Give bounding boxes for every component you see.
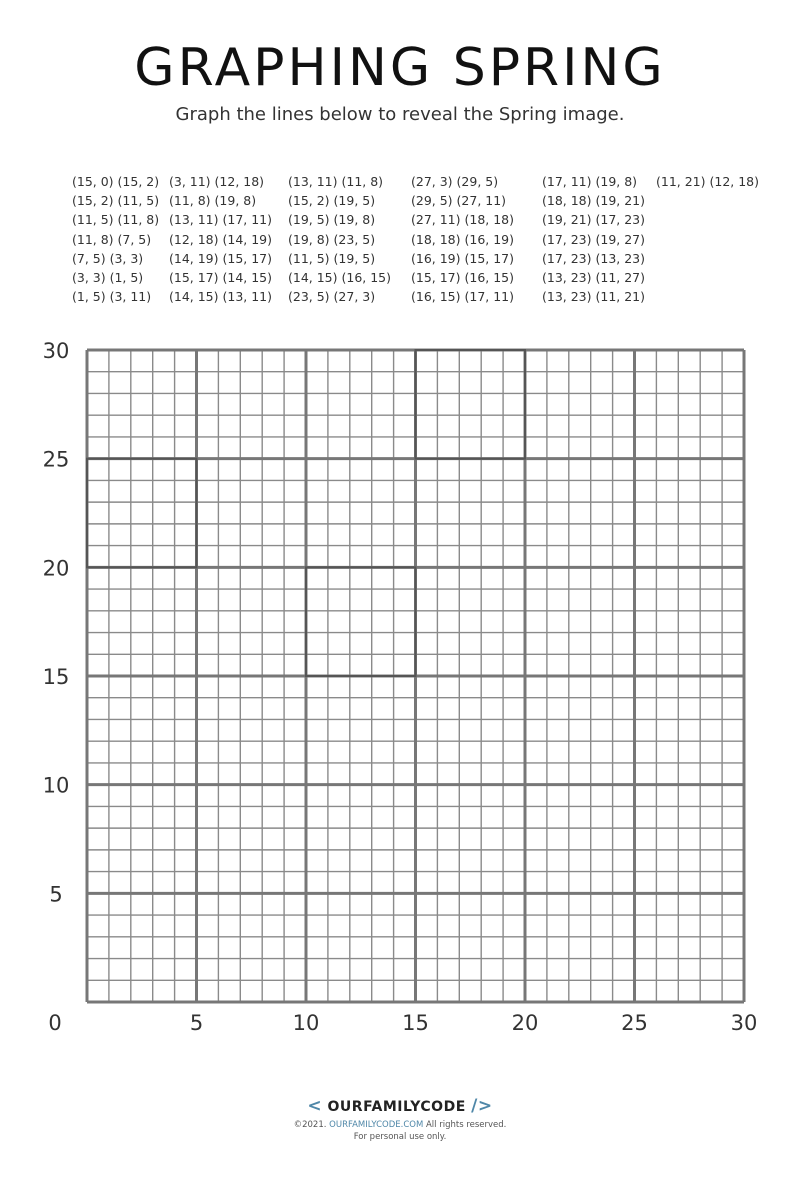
- x-tick-label: 20: [511, 1011, 539, 1035]
- coordinate-pair: (7, 5) (3, 3): [72, 250, 144, 266]
- logo-close-bracket: />: [471, 1096, 493, 1116]
- coordinate-pair: (17, 11) (19, 8): [542, 174, 638, 189]
- coordinate-pair: (19, 5) (19, 8): [288, 212, 376, 228]
- coordinate-pair: (17, 23) (19, 27): [542, 231, 645, 247]
- coordinate-column: [169, 172, 272, 306]
- coordinate-pair: (19, 21) (17, 23): [542, 212, 645, 228]
- coordinate-pair: (11, 8) (7, 5): [72, 231, 152, 247]
- coordinate-pair: (16, 15) (17, 11): [411, 289, 514, 305]
- y-tick-label: 5: [49, 882, 63, 907]
- x-tick-label: 0: [48, 1011, 62, 1035]
- coordinate-column: [411, 172, 514, 306]
- personal-use-note: For personal use only.: [353, 1132, 447, 1142]
- highlight-box: [87, 459, 197, 568]
- coordinate-pair: (14, 15) (16, 15): [288, 269, 391, 285]
- brand-logo: [0, 1096, 800, 1116]
- coordinate-pair: (13, 11) (17, 11): [169, 212, 272, 228]
- x-tick-label: 25: [621, 1011, 648, 1035]
- y-tick-label: 15: [42, 665, 70, 689]
- y-tick-label: 25: [42, 447, 70, 472]
- x-tick-label: 10: [292, 1011, 320, 1035]
- x-tick-label: 15: [402, 1011, 429, 1035]
- coordinate-pair: (3, 3) (1, 5): [72, 269, 144, 285]
- footer: [0, 1096, 800, 1142]
- coordinate-pair: (13, 23) (11, 27): [542, 269, 645, 285]
- coordinate-pair: (27, 3) (29, 5): [411, 174, 499, 189]
- copyright-line: [0, 1120, 800, 1130]
- x-tick-label: 30: [730, 1011, 758, 1035]
- logo-open-bracket: <: [307, 1096, 323, 1116]
- coordinate-grid: [0, 330, 800, 1050]
- coordinate-pair: (15, 0) (15, 2): [72, 174, 160, 189]
- coordinate-pair: (3, 11) (12, 18): [169, 174, 265, 189]
- coordinate-pair: (17, 23) (13, 23): [542, 250, 645, 266]
- x-tick-label: 5: [189, 1011, 204, 1035]
- coordinate-list: [0, 172, 800, 312]
- rights-text: All rights reserved.: [425, 1120, 507, 1130]
- coordinate-pair: (14, 15) (13, 11): [169, 289, 272, 305]
- coordinate-column: [288, 172, 391, 306]
- coordinate-pair: (11, 5) (11, 8): [72, 212, 160, 228]
- coordinate-pair: (15, 2) (19, 5): [288, 193, 376, 209]
- coordinate-pair: (18, 18) (19, 21): [542, 193, 645, 209]
- coordinate-pair: (1, 5) (3, 11): [72, 289, 152, 305]
- coordinate-pair: (13, 11) (11, 8): [288, 174, 384, 189]
- coordinate-pair: (11, 5) (19, 5): [288, 250, 376, 266]
- coordinate-pair: (16, 19) (15, 17): [411, 250, 514, 266]
- coordinate-column: [542, 172, 645, 306]
- coordinate-pair: (18, 18) (16, 19): [411, 231, 514, 247]
- coordinate-pair: (15, 17) (16, 15): [411, 269, 514, 285]
- y-tick-label: 20: [42, 556, 70, 581]
- coordinate-pair: (14, 19) (15, 17): [169, 250, 272, 266]
- page-subtitle: Graph the lines below to reveal the Spring image.: [175, 104, 625, 125]
- coordinate-pair: (13, 23) (11, 21): [542, 289, 645, 305]
- coordinate-pair: (15, 17) (14, 15): [169, 269, 272, 285]
- coordinate-pair: (29, 5) (27, 11): [411, 193, 507, 209]
- y-tick-label: 10: [42, 773, 70, 798]
- coordinate-pair: (27, 11) (18, 18): [411, 212, 514, 228]
- highlight-box: [416, 350, 526, 459]
- y-tick-label: 30: [42, 339, 70, 363]
- coordinate-pair: (11, 8) (19, 8): [169, 193, 257, 209]
- copyright-prefix: ©2021.: [293, 1120, 327, 1130]
- site-link[interactable]: OURFAMILYCODE.COM: [329, 1120, 424, 1130]
- coordinate-column: [656, 172, 759, 191]
- highlight-box: [306, 567, 416, 676]
- logo-text: OURFAMILYCODE: [327, 1099, 466, 1115]
- coordinate-pair: (23, 5) (27, 3): [288, 289, 376, 305]
- coordinate-pair: (12, 18) (14, 19): [169, 231, 272, 247]
- coordinate-column: [72, 172, 159, 306]
- coordinate-pair: (11, 21) (12, 18): [656, 174, 759, 189]
- page-title: GRAPHING SPRING: [134, 38, 666, 98]
- coordinate-pair: (19, 8) (23, 5): [288, 231, 376, 247]
- coordinate-pair: (15, 2) (11, 5): [72, 193, 160, 209]
